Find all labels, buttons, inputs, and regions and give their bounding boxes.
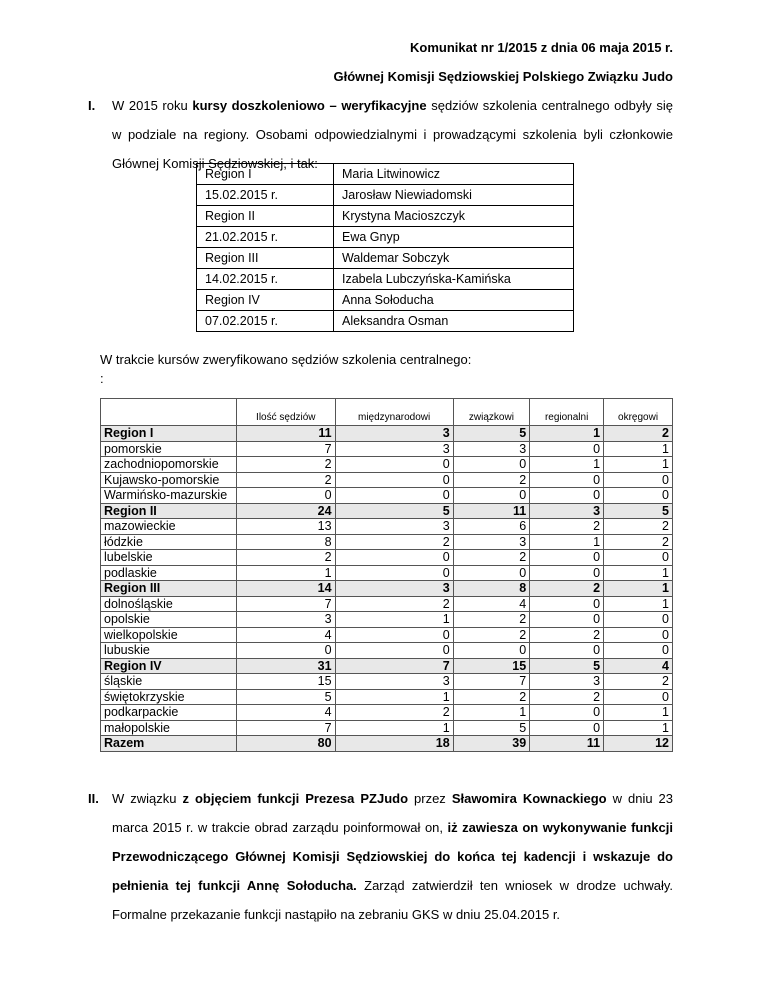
name-cell: Warmińsko-mazurskie: [101, 488, 237, 504]
count-cell: 0: [530, 472, 604, 488]
count-cell: 2: [604, 674, 673, 690]
count-cell: 14: [237, 581, 336, 597]
table-row: [101, 705, 673, 721]
count-cell: 2: [530, 627, 604, 643]
count-cell: 1: [530, 534, 604, 550]
name-cell: świętokrzyskie: [101, 689, 237, 705]
trainer-row: [197, 227, 574, 248]
column-header: międzynarodowi: [335, 399, 453, 426]
trainer-name: Krystyna Macioszczyk: [334, 206, 574, 227]
count-cell: 1: [530, 426, 604, 442]
count-cell: 0: [335, 472, 453, 488]
count-cell: 3: [453, 441, 529, 457]
count-cell: 3: [335, 581, 453, 597]
table-row: [101, 643, 673, 659]
count-cell: 12: [604, 736, 673, 752]
count-cell: 2: [335, 705, 453, 721]
count-cell: 3: [335, 674, 453, 690]
count-cell: 13: [237, 519, 336, 535]
count-cell: 0: [453, 565, 529, 581]
name-cell: podlaskie: [101, 565, 237, 581]
count-cell: 1: [604, 441, 673, 457]
count-cell: 18: [335, 736, 453, 752]
count-cell: 0: [604, 612, 673, 628]
count-cell: 7: [335, 658, 453, 674]
name-cell: Region I: [101, 426, 237, 442]
section-number: I.: [88, 98, 96, 113]
count-cell: 5: [335, 503, 453, 519]
trainer-region-date: 07.02.2015 r.: [197, 311, 334, 332]
count-cell: 0: [604, 689, 673, 705]
count-cell: 0: [335, 643, 453, 659]
count-cell: 0: [453, 457, 529, 473]
name-cell: Region II: [101, 503, 237, 519]
count-cell: 15: [237, 674, 336, 690]
trainer-region-date: Region IV: [197, 290, 334, 311]
name-cell: mazowieckie: [101, 519, 237, 535]
trainer-row: [197, 164, 574, 185]
count-cell: 7: [453, 674, 529, 690]
trainer-name: Jarosław Niewiadomski: [334, 185, 574, 206]
count-cell: 0: [530, 612, 604, 628]
count-cell: 3: [335, 441, 453, 457]
table-row: [101, 565, 673, 581]
count-cell: 1: [604, 720, 673, 736]
column-header: związkowi: [453, 399, 529, 426]
table-row: [101, 457, 673, 473]
trainer-name: Maria Litwinowicz: [334, 164, 574, 185]
region-summary-row: [101, 736, 673, 752]
count-cell: 0: [335, 457, 453, 473]
count-cell: 3: [237, 612, 336, 628]
count-cell: 0: [530, 488, 604, 504]
count-cell: 0: [335, 488, 453, 504]
count-cell: 0: [530, 550, 604, 566]
trainers-table: [196, 163, 574, 332]
count-cell: 11: [530, 736, 604, 752]
trainer-region-date: 21.02.2015 r.: [197, 227, 334, 248]
count-cell: 2: [237, 472, 336, 488]
count-cell: 0: [237, 643, 336, 659]
table-row: [101, 550, 673, 566]
count-cell: 1: [604, 457, 673, 473]
count-cell: 2: [335, 534, 453, 550]
count-cell: 1: [335, 689, 453, 705]
count-cell: 1: [453, 705, 529, 721]
name-cell: Region IV: [101, 658, 237, 674]
count-cell: 0: [530, 643, 604, 659]
count-cell: 2: [530, 581, 604, 597]
count-cell: 2: [530, 519, 604, 535]
region-summary-row: [101, 581, 673, 597]
trainer-name: Waldemar Sobczyk: [334, 248, 574, 269]
count-cell: 0: [604, 472, 673, 488]
count-cell: 2: [453, 472, 529, 488]
count-cell: 5: [237, 689, 336, 705]
region-summary-row: [101, 426, 673, 442]
count-cell: 8: [453, 581, 529, 597]
table-row: [101, 596, 673, 612]
header-title: Komunikat nr 1/2015 z dnia 06 maja 2015 r.: [409, 40, 673, 55]
table-row: [101, 488, 673, 504]
count-cell: 1: [237, 565, 336, 581]
count-cell: 1: [604, 581, 673, 597]
section-number: II.: [88, 791, 99, 806]
name-cell: dolnośląskie: [101, 596, 237, 612]
count-cell: 15: [453, 658, 529, 674]
count-cell: 11: [453, 503, 529, 519]
name-cell: lubelskie: [101, 550, 237, 566]
count-cell: 0: [604, 643, 673, 659]
count-cell: 6: [453, 519, 529, 535]
count-cell: 2: [453, 612, 529, 628]
count-cell: 8: [237, 534, 336, 550]
table-row: [101, 472, 673, 488]
count-cell: 2: [604, 426, 673, 442]
count-cell: 0: [453, 643, 529, 659]
table-row: [101, 627, 673, 643]
trainer-region-date: 15.02.2015 r.: [197, 185, 334, 206]
name-cell: wielkopolskie: [101, 627, 237, 643]
count-cell: 0: [530, 441, 604, 457]
count-cell: 0: [335, 565, 453, 581]
count-cell: 0: [604, 550, 673, 566]
colon-text: :: [100, 371, 104, 386]
table-row: [101, 720, 673, 736]
count-cell: 2: [453, 550, 529, 566]
count-cell: 4: [237, 705, 336, 721]
count-cell: 5: [453, 720, 529, 736]
trainer-name: Ewa Gnyp: [334, 227, 574, 248]
count-cell: 1: [604, 596, 673, 612]
table-row: [101, 612, 673, 628]
count-cell: 2: [237, 550, 336, 566]
trainer-name: Anna Sołoducha: [334, 290, 574, 311]
name-cell: Kujawsko-pomorskie: [101, 472, 237, 488]
count-cell: 1: [335, 720, 453, 736]
count-cell: 3: [530, 503, 604, 519]
count-cell: 3: [335, 519, 453, 535]
count-cell: 2: [604, 534, 673, 550]
count-cell: 0: [237, 488, 336, 504]
count-cell: 1: [530, 457, 604, 473]
table-row: [101, 519, 673, 535]
count-cell: 11: [237, 426, 336, 442]
count-cell: 2: [237, 457, 336, 473]
name-cell: łódzkie: [101, 534, 237, 550]
trainer-row: [197, 311, 574, 332]
count-cell: 0: [335, 550, 453, 566]
count-cell: 5: [453, 426, 529, 442]
name-cell: śląskie: [101, 674, 237, 690]
count-cell: 0: [604, 488, 673, 504]
column-header: okręgowi: [604, 399, 673, 426]
count-cell: 3: [530, 674, 604, 690]
count-cell: 5: [530, 658, 604, 674]
verified-intro: W trakcie kursów zweryfikowano sędziów szkolenia centralnego:: [100, 352, 472, 367]
count-cell: 2: [604, 519, 673, 535]
count-cell: 0: [453, 488, 529, 504]
count-cell: 0: [530, 565, 604, 581]
column-header: [101, 399, 237, 426]
trainer-name: Izabela Lubczyńska-Kamińska: [334, 269, 574, 290]
count-cell: 3: [453, 534, 529, 550]
count-cell: 0: [335, 627, 453, 643]
count-cell: 4: [604, 658, 673, 674]
count-cell: 4: [237, 627, 336, 643]
count-cell: 3: [335, 426, 453, 442]
count-cell: 0: [530, 720, 604, 736]
name-cell: lubuskie: [101, 643, 237, 659]
trainer-row: [197, 269, 574, 290]
trainer-row: [197, 290, 574, 311]
trainer-name: Aleksandra Osman: [334, 311, 574, 332]
trainer-row: [197, 206, 574, 227]
count-cell: 80: [237, 736, 336, 752]
table-row: [101, 689, 673, 705]
trainer-region-date: Region I: [197, 164, 334, 185]
trainer-region-date: Region III: [197, 248, 334, 269]
count-cell: 39: [453, 736, 529, 752]
count-cell: 7: [237, 596, 336, 612]
trainer-row: [197, 248, 574, 269]
name-cell: zachodniopomorskie: [101, 457, 237, 473]
name-cell: opolskie: [101, 612, 237, 628]
name-cell: Region III: [101, 581, 237, 597]
trainer-region-date: 14.02.2015 r.: [197, 269, 334, 290]
table-row: [101, 674, 673, 690]
count-cell: 31: [237, 658, 336, 674]
header-subtitle: Głównej Komisji Sędziowskiej Polskiego Związku Judo: [333, 69, 673, 84]
count-cell: 4: [453, 596, 529, 612]
count-cell: 1: [335, 612, 453, 628]
column-header: regionalni: [530, 399, 604, 426]
count-cell: 7: [237, 441, 336, 457]
count-cell: 0: [604, 627, 673, 643]
count-cell: 1: [604, 705, 673, 721]
trainer-region-date: Region II: [197, 206, 334, 227]
region-summary-row: [101, 503, 673, 519]
name-cell: Razem: [101, 736, 237, 752]
count-cell: 0: [530, 705, 604, 721]
name-cell: pomorskie: [101, 441, 237, 457]
trainer-row: [197, 185, 574, 206]
stats-table: [100, 398, 673, 752]
table-row: [101, 534, 673, 550]
section1-paragraph: W 2015 roku kursy doszkoleniowo – weryfikacyjne sędziów szkolenia centralnego odbyły się w podziale na regiony. Osobami odpowiedzialnymi i prowadzącymi szkolenia byli członkowie Głównej Komisji Sędziowskiej, i tak:: [112, 98, 674, 171]
section2-paragraph: W związku z objęciem funkcji Prezesa PZJudo przez Sławomira Kownackiego w dniu 23 marca 2015 r. w trakcie obrad zarządu poinformował on, iż zawiesza on wykonywanie funkcji Przewodniczącego Głównej Komisji Sędziowskiej do końca tej kadencji i wskazuje do pełnienia tej funkcji Annę Sołoducha. Zarząd zatwierdził ten wniosek w drodze uchwały. Formalne przekazanie funkcji nastąpiło na zebraniu GKS w dniu 25.04.2015 r.: [112, 791, 674, 922]
count-cell: 5: [604, 503, 673, 519]
table-row: [101, 441, 673, 457]
count-cell: 0: [530, 596, 604, 612]
count-cell: 2: [530, 689, 604, 705]
name-cell: małopolskie: [101, 720, 237, 736]
count-cell: 2: [453, 627, 529, 643]
region-summary-row: [101, 658, 673, 674]
count-cell: 7: [237, 720, 336, 736]
count-cell: 24: [237, 503, 336, 519]
count-cell: 2: [453, 689, 529, 705]
column-header: Ilość sędziów: [237, 399, 336, 426]
count-cell: 1: [604, 565, 673, 581]
name-cell: podkarpackie: [101, 705, 237, 721]
count-cell: 2: [335, 596, 453, 612]
